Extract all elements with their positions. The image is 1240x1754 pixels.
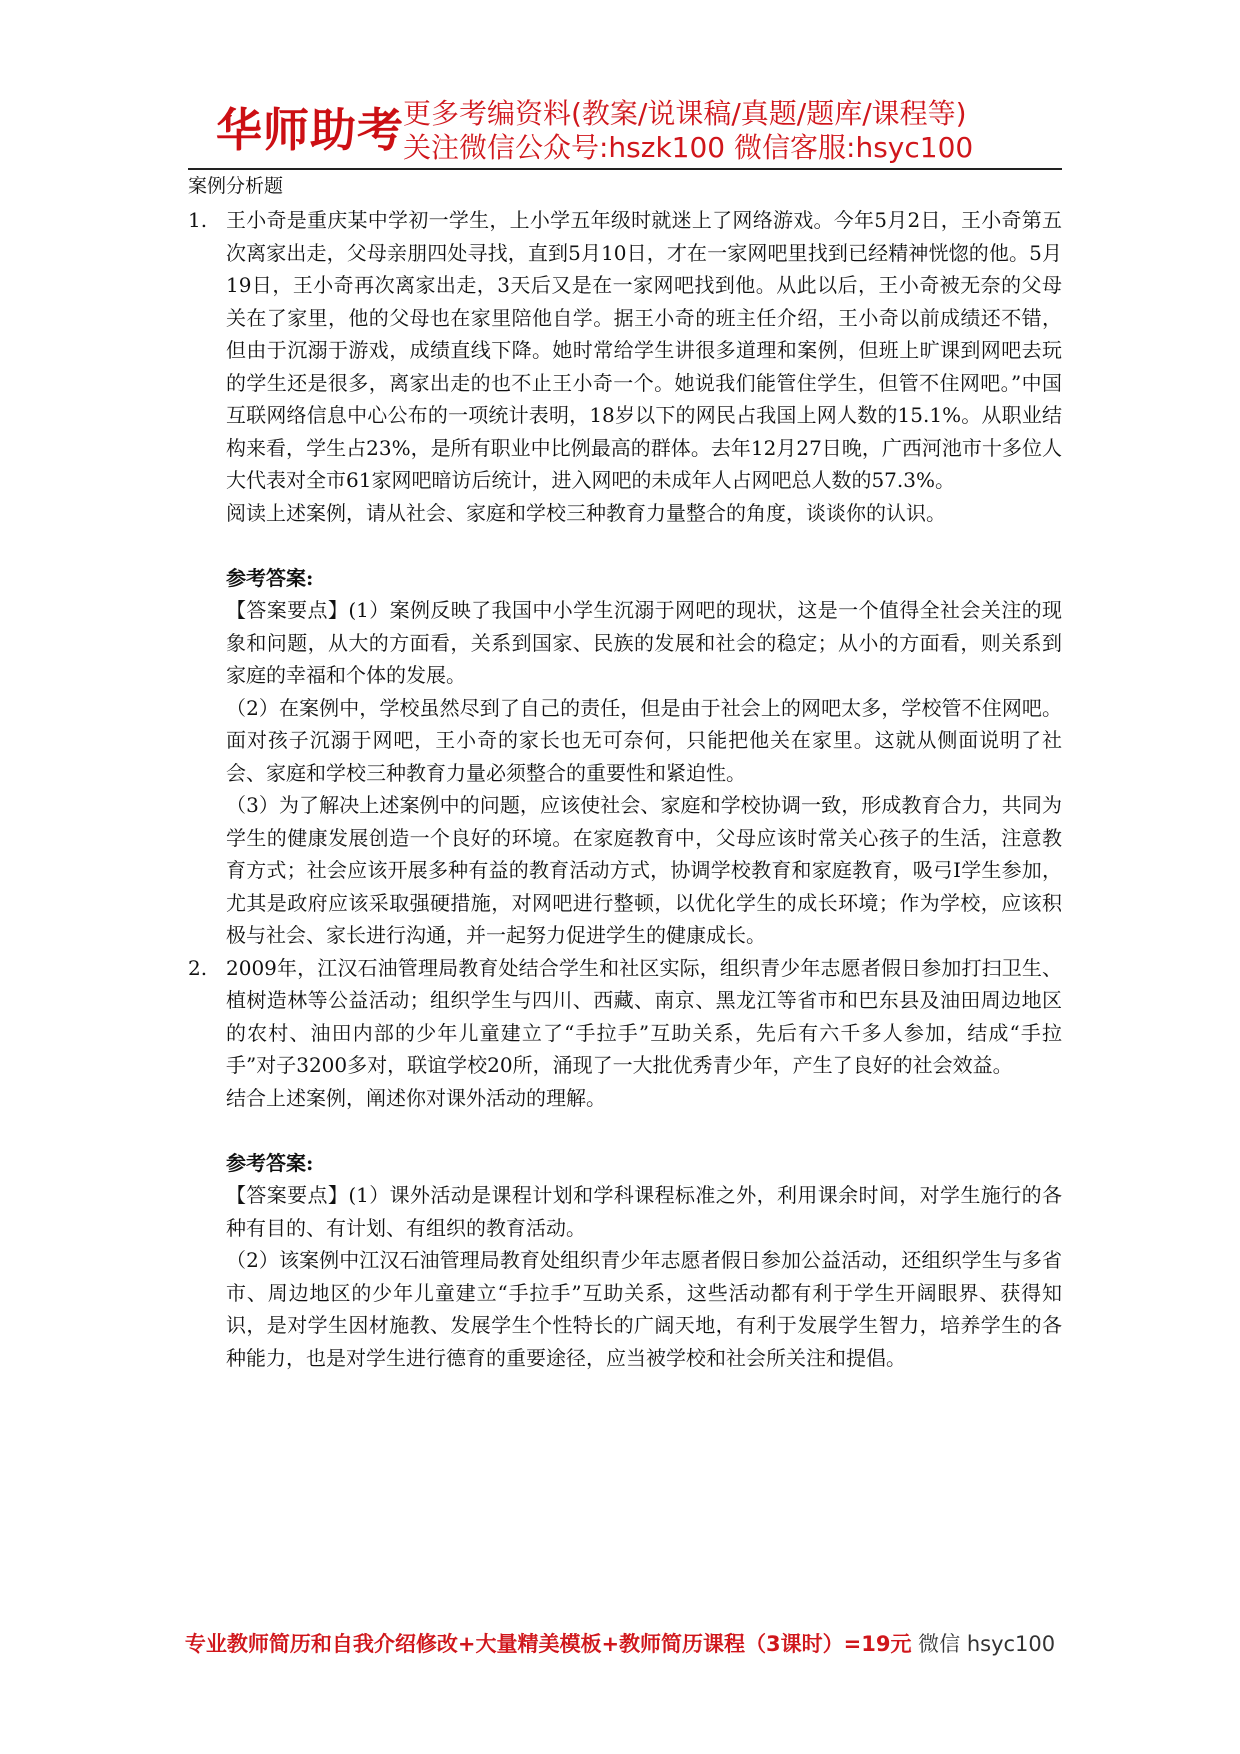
- answer-point: （3）为了解决上述案例中的问题，应该使社会、家庭和学校协调一致，形成教育合力，共同为学生的健康发展创造一个良好的环境。在家庭教育中，父母应该时常关心孩子的生活，注意教育方式；社会应该开展多种有益的教育活动方式，协调学校教育和家庭教育，吸弓I学生参加，尤其是政府应该采取强硬措施，对网吧进行整顿，以优化学生的成长环境；作为学校，应该积极与社会、家长进行沟通，并一起努力促进学生的健康成长。: [226, 793, 1062, 947]
- header-divider: [188, 168, 1062, 170]
- answer-point: （2）在案例中，学校虽然尽到了自己的责任，但是由于社会上的网吧太多，学校管不住网吧。面对孩子沉溺于网吧，王小奇的家长也无可奈何，只能把他关在家里。这就从侧面说明了社会、家庭和学校三种教育力量必须整合的重要性和紧迫性。: [226, 695, 1062, 785]
- brand-logo: 华师助考: [216, 103, 404, 157]
- question-prompt: 阅读上述案例，请从社会、家庭和学校三种教育力量整合的角度，谈谈你的认识。: [226, 500, 946, 525]
- question-text: 2009年，江汉石油管理局教育处结合学生和社区实际，组织青少年志愿者假日参加打扫卫生、植树造林等公益活动；组织学生与四川、西藏、南京、黑龙江等省市和巴东县及油田周边地区的农村、油田内部的少年儿童建立了“手拉手”互助关系，先后有六千多人参加，结成“手拉手”对子3200多对，联谊学校20所，涌现了一大批优秀青少年，产生了良好的社会效益。: [226, 955, 1062, 1077]
- header-tagline: 更多考编资料(教案/说课稿/真题/题库/课程等): [403, 97, 967, 130]
- answer-point: 【答案要点】(1）案例反映了我国中小学生沉溺于网吧的现状，这是一个值得全社会关注的现象和问题，从大的方面看，关系到国家、民族的发展和社会的稳定；从小的方面看，则关系到家庭的幸福和个体的发展。: [226, 598, 1062, 687]
- footer-promo: [0, 1628, 1240, 1658]
- question-number: 2.: [188, 955, 208, 980]
- answer-point: （2）该案例中江汉石油管理局教育处组织青少年志愿者假日参加公益活动，还组织学生与多省市、周边地区的少年儿童建立“手拉手”互助关系，这些活动都有利于学生开阔眼界、获得知识，是对学生因材施教、发展学生个性特长的广阔天地，有利于发展学生智力，培养学生的各种能力，也是对学生进行德育的重要途径，应当被学校和社会所关注和提倡。: [226, 1248, 1062, 1370]
- section-title: 案例分析题: [188, 175, 284, 197]
- question-1: [188, 204, 1062, 952]
- footer-promo-text: 专业教师简历和自我介绍修改+大量精美模板+教师简历课程（3课时）=19元: [184, 1632, 912, 1656]
- question-number: 1.: [188, 208, 208, 232]
- header-contact: 关注微信公众号:hszk100 微信客服:hsyc100: [403, 131, 974, 164]
- question-2: [188, 952, 1062, 1375]
- question-text: 王小奇是重庆某中学初一学生，上小学五年级时就迷上了网络游戏。今年5月2日，王小奇第五次离家出走，父母亲朋四处寻找，直到5月10日，才在一家网吧里找到已经精神恍惚的他。5月19日，王小奇再次离家出走，3天后又是在一家网吧找到他。从此以后，王小奇被无奈的父母关在了家里，他的父母也在家里陪他自学。据王小奇的班主任介绍，王小奇以前成绩还不错，但由于沉溺于游戏，成绩直线下降。她时常给学生讲很多道理和案例，但班上旷课到网吧去玩的学生还是很多，离家出走的也不止王小奇一个。她说我们能管住学生，但管不住网吧。”中国互联网络信息中心公布的一项统计表明，18岁以下的网民占我国上网人数的15.1%。从职业结构来看，学生占23%，是所有职业中比例最高的群体。去年12月27日晚，广西河池市十多位人大代表对全市61家网吧暗访后统计，进入网吧的未成年人占网吧总人数的57.3%。: [226, 208, 1062, 492]
- answer-title: 参考答案:: [226, 1150, 314, 1175]
- answer-point: 【答案要点】(1）课外活动是课程计划和学科课程标准之外，利用课余时间，对学生施行的各种有目的、有计划、有组织的教育活动。: [226, 1183, 1062, 1240]
- document-body: [188, 204, 1062, 1374]
- header-banner: [216, 92, 1076, 164]
- question-prompt: 结合上述案例，阐述你对课外活动的理解。: [226, 1085, 606, 1110]
- footer-wechat: 微信 hsyc100: [911, 1632, 1056, 1656]
- answer-title: 参考答案:: [226, 565, 314, 590]
